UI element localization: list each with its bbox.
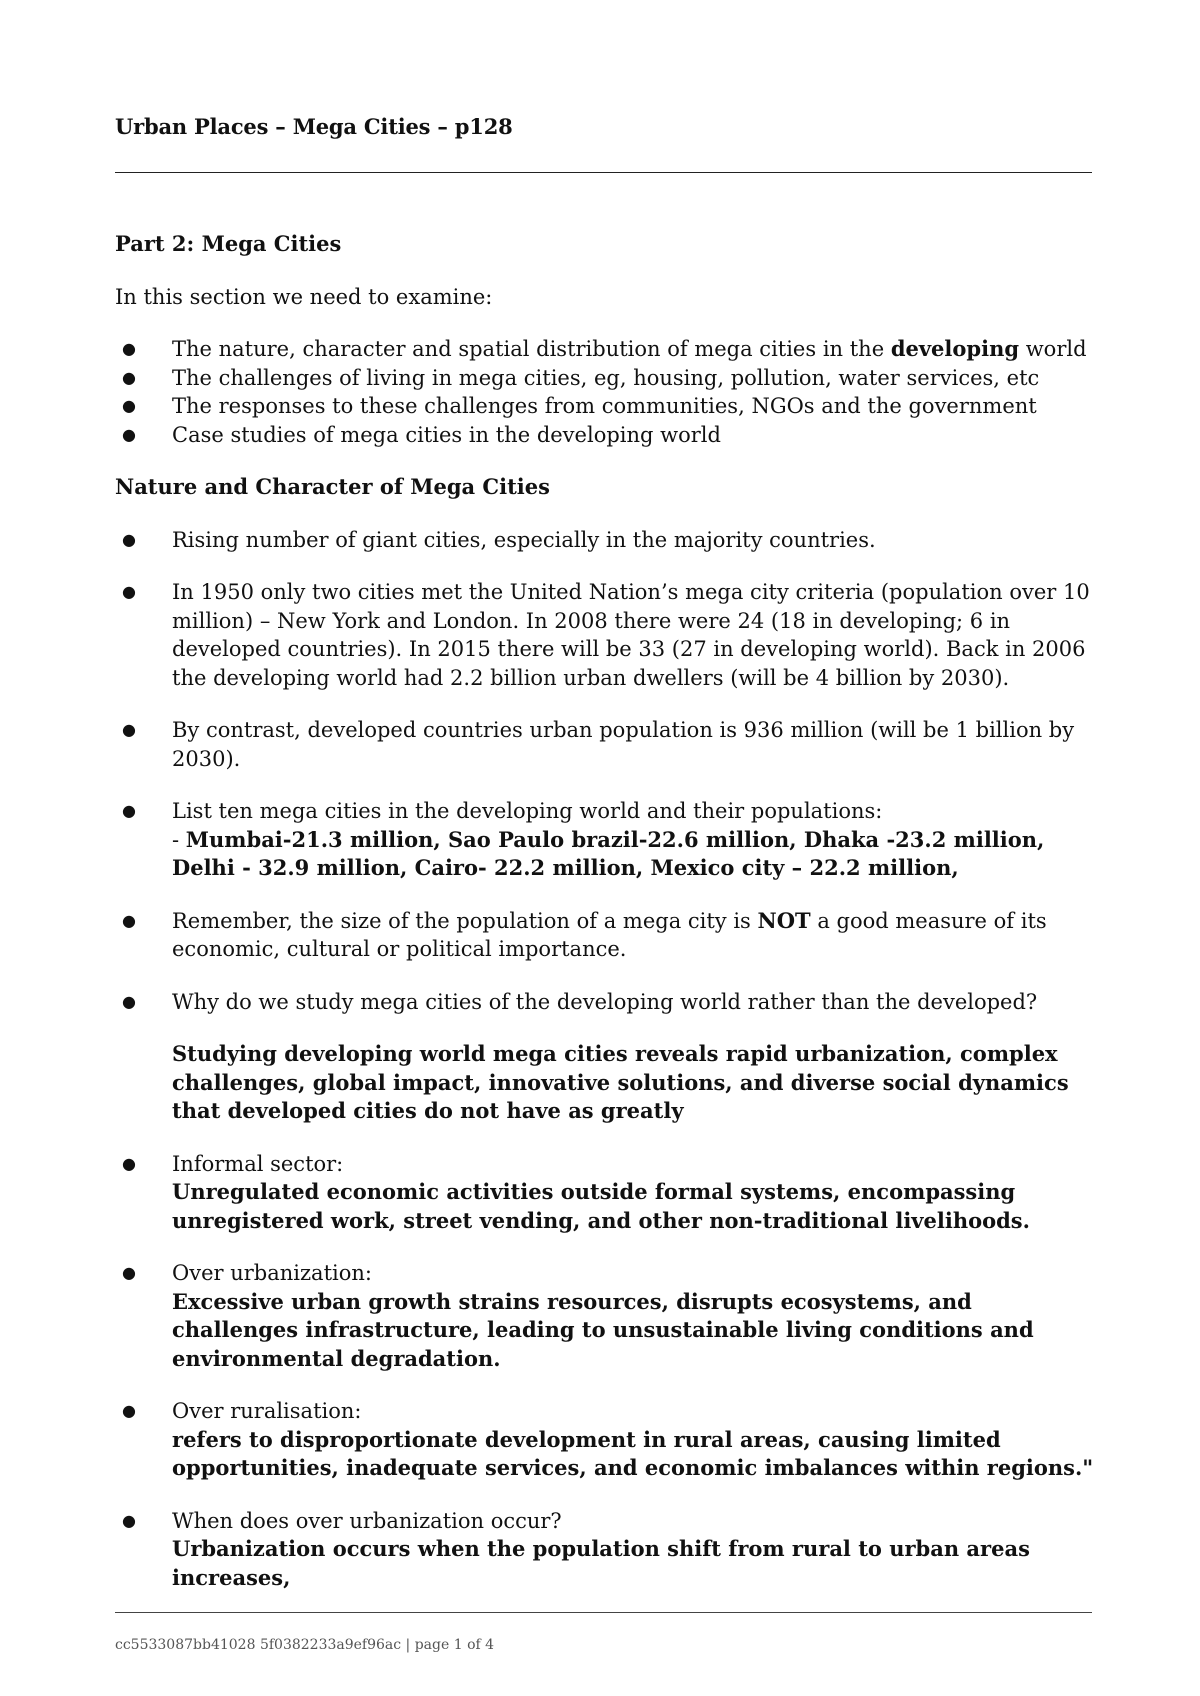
list-item: ● Remember, the size of the population of a mega city is NOT a good measure of its economic, cultural or political importance. bbox=[122, 907, 1047, 961]
bullet-icon: ● bbox=[122, 720, 136, 739]
bullet-icon: ● bbox=[122, 801, 136, 820]
bullet-icon: ● bbox=[122, 1510, 136, 1530]
list-item bbox=[115, 1507, 1095, 1593]
question-text: Over urbanization: bbox=[172, 1261, 372, 1285]
list-item: ● The challenges of living in mega cities, eg, housing, pollution, water services, etc bbox=[115, 364, 1095, 393]
list-item bbox=[115, 988, 1095, 1126]
part-heading: Part 2: Mega Cities bbox=[115, 231, 342, 256]
list-item: ● Case studies of mega cities in the developing world bbox=[115, 421, 1095, 450]
footer-divider bbox=[115, 1612, 1092, 1613]
bullet-icon: ● bbox=[122, 396, 136, 415]
list-item bbox=[115, 797, 1095, 883]
answer-text: - Mumbai-21.3 million, Sao Paulo brazil-22.6 million, Dhaka -23.2 million, Delhi - 32.9 million, Cairo- 22.2 million, Mexico city – 22.2 million, bbox=[172, 826, 1045, 880]
bullet-icon: ● bbox=[122, 1263, 136, 1282]
question-text: Informal sector: bbox=[172, 1151, 344, 1176]
header-divider bbox=[115, 172, 1092, 173]
bullet-icon: ● bbox=[122, 991, 136, 1011]
list-item bbox=[115, 1259, 1095, 1373]
answer-text: Studying developing world mega cities reveals rapid urbanization, complex challenges, global impact, innovative solutions, and diverse social dynamics that developed cities do not have as greatly bbox=[172, 1041, 1069, 1123]
list-item: ● The responses to these challenges from communities, NGOs and the government bbox=[115, 392, 1095, 421]
bullet-icon: ● bbox=[122, 1153, 136, 1173]
answer-text: refers to disproportionate development in rural areas, causing limited opportunities, inadequate services, and economic imbalances within regions." bbox=[172, 1426, 1094, 1480]
list-item bbox=[115, 1397, 1095, 1483]
bullet-icon: ● bbox=[122, 339, 136, 358]
section-heading: Nature and Character of Mega Cities bbox=[115, 474, 550, 499]
question-text: Why do we study mega cities of the developing world rather than the developed? bbox=[172, 989, 1038, 1014]
bullet-icon: ● bbox=[122, 910, 136, 930]
question-text: Over ruralisation: bbox=[172, 1399, 362, 1423]
examine-list bbox=[115, 335, 1095, 449]
list-item bbox=[115, 1150, 1095, 1236]
answer-text: Unregulated economic activities outside formal systems, encompassing unregistered work, street vending, and other non-traditional livelihoods. bbox=[172, 1179, 1030, 1233]
nature-list bbox=[115, 526, 1095, 1593]
question-text: When does over urbanization occur? bbox=[172, 1508, 562, 1533]
list-item: ● In 1950 only two cities met the United Nation’s mega city criteria (population over 10 million) – New York and London. In 2008 there were 24 (18 in developing; 6 in developed countries). In 2015 there will be 33 (27 in developing world). Back in 2006 the developing world had 2.2 billion urban dwellers (will be 4 billion by 2030). bbox=[122, 580, 1090, 690]
bullet-icon: ● bbox=[122, 1401, 136, 1420]
bullet-icon: ● bbox=[122, 529, 136, 549]
bullet-icon: ● bbox=[122, 582, 136, 601]
bullet-icon: ● bbox=[122, 424, 136, 444]
answer-text: Urbanization occurs when the population shift from rural to urban areas increases, bbox=[172, 1536, 1030, 1590]
list-item: ● Rising number of giant cities, especially in the majority countries. bbox=[115, 526, 1095, 555]
answer-text: Excessive urban growth strains resources, disrupts ecosystems, and challenges infrastructure, leading to unsustainable living conditions and environmental degradation. bbox=[172, 1288, 1034, 1371]
page-footer: cc5533087bb41028 5f0382233a9ef96ac | page 1 of 4 bbox=[115, 1637, 495, 1653]
document-body bbox=[115, 230, 1095, 1616]
question-text: List ten mega cities in the developing world and their populations: bbox=[172, 799, 883, 823]
bullet-icon: ● bbox=[122, 367, 136, 387]
list-item: ● By contrast, developed countries urban population is 936 million (will be 1 billion by 2030). bbox=[122, 718, 1075, 771]
document-header-title: Urban Places – Mega Cities – p128 bbox=[115, 114, 513, 139]
list-item: ● The nature, character and spatial distribution of mega cities in the developing world bbox=[115, 335, 1095, 364]
intro-text: In this section we need to examine: bbox=[115, 284, 493, 309]
